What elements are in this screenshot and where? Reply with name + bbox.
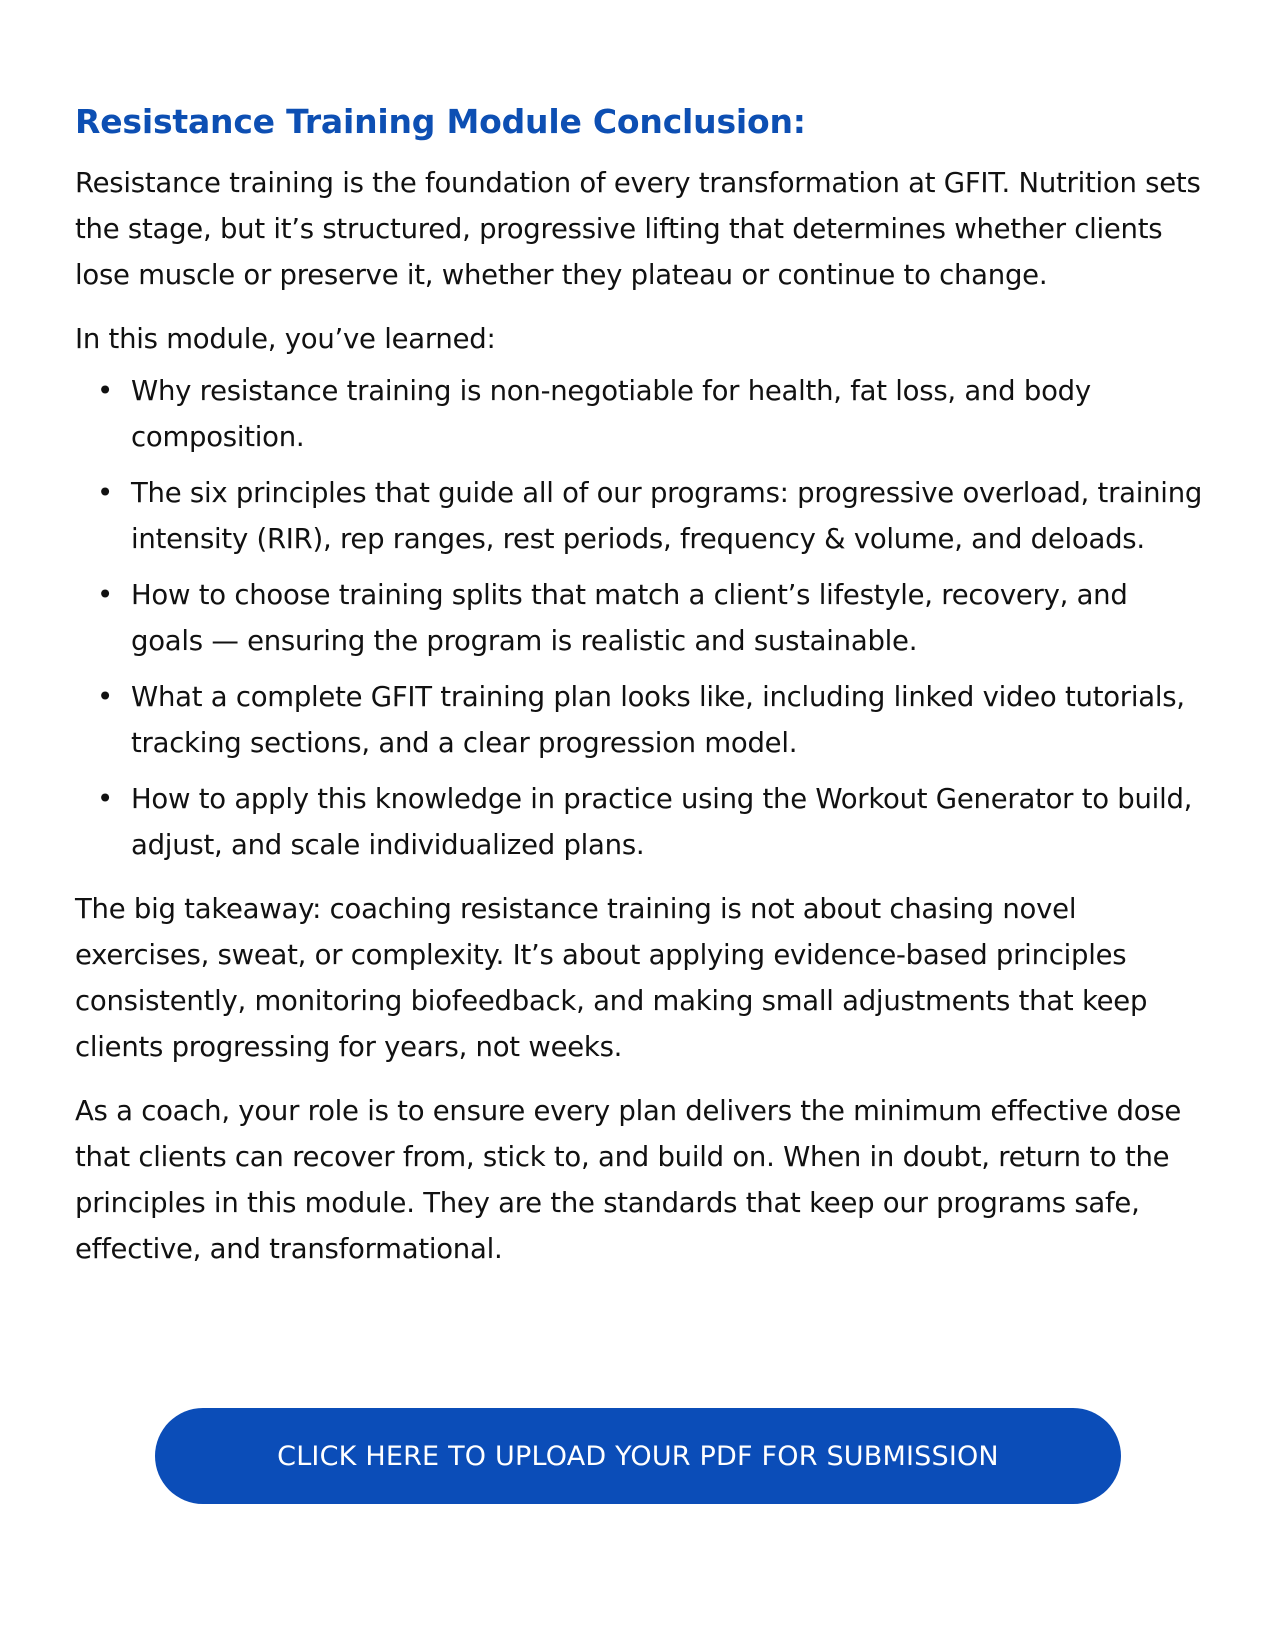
list-item-text: Why resistance training is non-negotiable for health, fat loss, and body composition. <box>131 375 1091 453</box>
list-item <box>75 674 1205 766</box>
bullet-icon: • <box>97 375 113 407</box>
learned-heading: In this module, you’ve learned: <box>75 323 496 355</box>
intro-paragraph: Resistance training is the foundation of every transformation at GFIT. Nutrition sets the stage, but it’s structured, progressive lifting that determines whether clients lose muscle or preserve it, whether they plateau or continue to change. <box>75 167 1201 291</box>
closing-paragraph: As a coach, your role is to ensure every plan delivers the minimum effective dose that clients can recover from, stick to, and build on. When in doubt, return to the principles in this module. They are the standards that keep our programs safe, effective, and transformational. <box>75 1095 1182 1265</box>
list-item <box>75 776 1205 868</box>
cta-container <box>155 1408 1121 1504</box>
list-item <box>75 572 1205 664</box>
learned-list <box>75 368 1205 868</box>
list-item <box>75 368 1205 460</box>
bullet-icon: • <box>97 783 113 815</box>
upload-pdf-button[interactable]: CLICK HERE TO UPLOAD YOUR PDF FOR SUBMISSION <box>155 1408 1121 1504</box>
bullet-icon: • <box>97 681 113 713</box>
list-item-text: How to apply this knowledge in practice using the Workout Generator to build, adjust, and scale individualized plans. <box>131 783 1193 861</box>
list-item-text: What a complete GFIT training plan looks like, including linked video tutorials, tracking sections, and a clear progression model. <box>131 681 1185 759</box>
page-title: Resistance Training Module Conclusion: <box>75 102 806 141</box>
list-item-text: The six principles that guide all of our programs: progressive overload, training intensity (RIR), rep ranges, rest periods, frequency & volume, and deloads. <box>131 477 1203 555</box>
bullet-icon: • <box>97 477 113 509</box>
document-body <box>75 98 1205 1290</box>
takeaway-paragraph: The big takeaway: coaching resistance training is not about chasing novel exercises, sweat, or complexity. It’s about applying evidence-based principles consistently, monitoring biofeedback, and making small adjustments that keep clients progressing for years, not weeks. <box>75 893 1148 1063</box>
list-item <box>75 470 1205 562</box>
bullet-icon: • <box>97 579 113 611</box>
list-item-text: How to choose training splits that match a client’s lifestyle, recovery, and goals — ensuring the program is realistic and sustainable. <box>131 579 1128 657</box>
